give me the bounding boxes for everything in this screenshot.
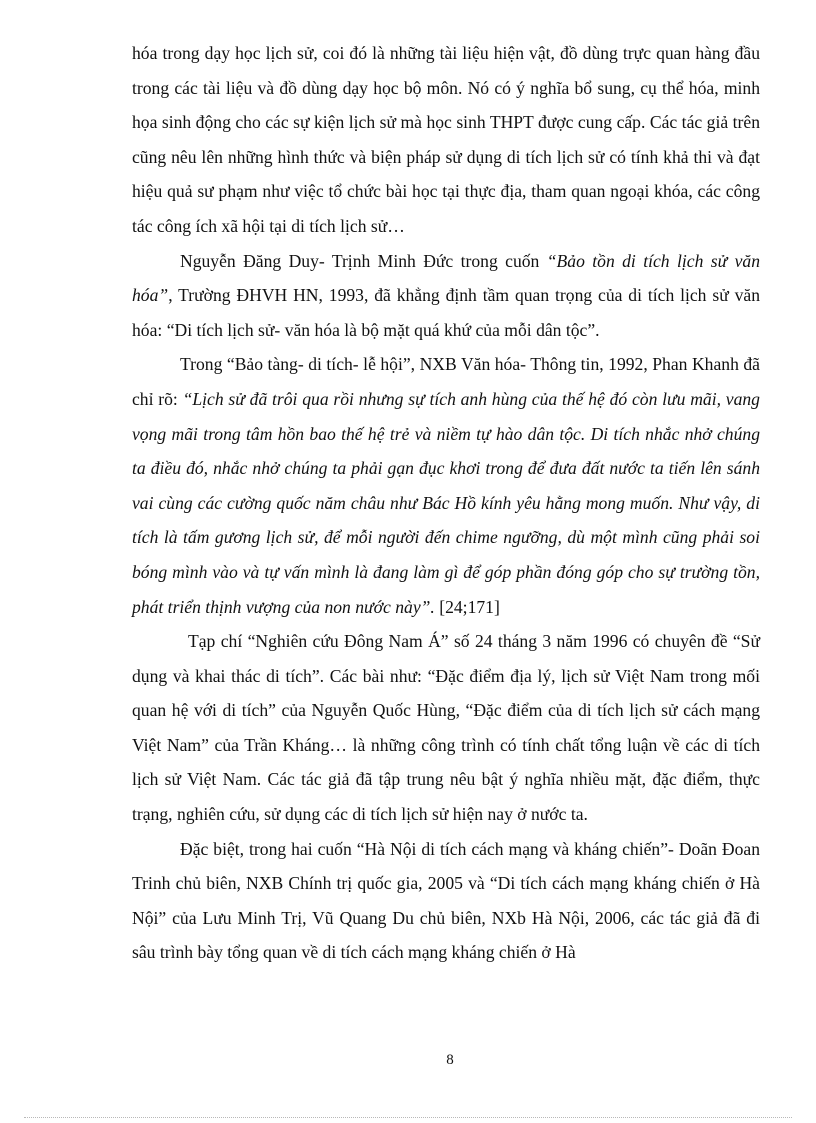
page-bottom-border	[24, 1117, 792, 1118]
paragraph-1: hóa trong dạy học lịch sử, coi đó là những tài liệu hiện vật, đồ dùng trực quan hàng đầu trong các tài liệu và đồ dùng dạy học bộ môn. Nó có ý nghĩa bổ sung, cụ thể hóa, minh họa sinh động cho các sự kiện lịch sử mà học sinh THPT được cung cấp. Các tác giả trên cũng nêu lên những hình thức và biện pháp sử dụng di tích lịch sử có tính khả thi và đạt hiệu quả sư phạm như việc tổ chức bài học tại thực địa, tham quan ngoại khóa, các công tác công ích xã hội tại di tích lịch sử…	[132, 43, 760, 236]
paragraph-2-body: , Trường ĐHVH HN, 1993, đã khẳng định tầm quan trọng của di tích lịch sử văn hóa: “Di tích lịch sử- văn hóa là bộ mặt quá khứ của mỗi dân tộc”.	[132, 285, 760, 340]
paragraph-3-intro: Trong “Bảo tàng- di tích- lễ hội”, NXB Văn hóa- Thông tin, 1992, Phan Khanh đã chỉ rõ:	[132, 354, 760, 409]
page-number: 8	[446, 1052, 454, 1068]
body-text	[132, 36, 760, 970]
paragraph-2	[132, 244, 760, 348]
paragraph-2-intro: Nguyễn Đăng Duy- Trịnh Minh Đức trong cuốn	[180, 250, 547, 271]
paragraph-4: Tạp chí “Nghiên cứu Đông Nam Á” số 24 tháng 3 năm 1996 có chuyên đề “Sử dụng và khai thác di tích”. Các bài như: “Đặc điểm địa lý, lịch sử Việt Nam trong mối quan hệ với di tích” của Nguyễn Quốc Hùng, “Đặc điểm của di tích lịch sử cách mạng Việt Nam” của Trần Kháng… là những công trình có tính chất tổng luận về các di tích lịch sử Việt Nam. Các tác giả đã tập trung nêu bật ý nghĩa nhiều mặt, đặc điểm, thực trạng, nghiên cứu, sử dụng các di tích lịch sử hiện nay ở nước ta.	[132, 631, 760, 825]
citation: [24;171]	[434, 596, 500, 617]
paragraph-3-quote: “Lịch sử đã trôi qua rồi nhưng sự tích anh hùng của thế hệ đó còn lưu mãi, vang vọng mãi trong tâm hồn bao thế hệ trẻ và niềm tự hào dân tộc. Di tích nhắc nhở chúng ta điều đó, nhắc nhở chúng ta phải gạn đục khơi trong để đưa đất nước ta tiến lên sánh vai cùng các cường quốc năm châu như Bác Hồ kính yêu hằng mong muốn. Như vậy, di tích là tấm gương lịch sử, để mỗi người đến chime ngưỡng, dù một mình cũng phải soi bóng mình vào và tự vấn mình là đang làm gì để góp phần đóng góp cho sự trường tồn, phát triển thịnh vượng của non nước này”.	[132, 388, 760, 617]
paragraph-3	[132, 347, 760, 624]
book-title-bao-ton: “Bảo tồn di tích lịch sử văn hóa”	[132, 250, 760, 306]
paragraph-5: Đặc biệt, trong hai cuốn “Hà Nội di tích cách mạng và kháng chiến”- Doãn Đoan Trinh chủ biên, NXB Chính trị quốc gia, 2005 và “Di tích cách mạng kháng chiến ở Hà Nội” của Lưu Minh Trị, Vũ Quang Du chủ biên, NXb Hà Nội, 2006, các tác giả đã đi sâu trình bày tổng quan về di tích cách mạng kháng chiến ở Hà	[132, 838, 760, 963]
